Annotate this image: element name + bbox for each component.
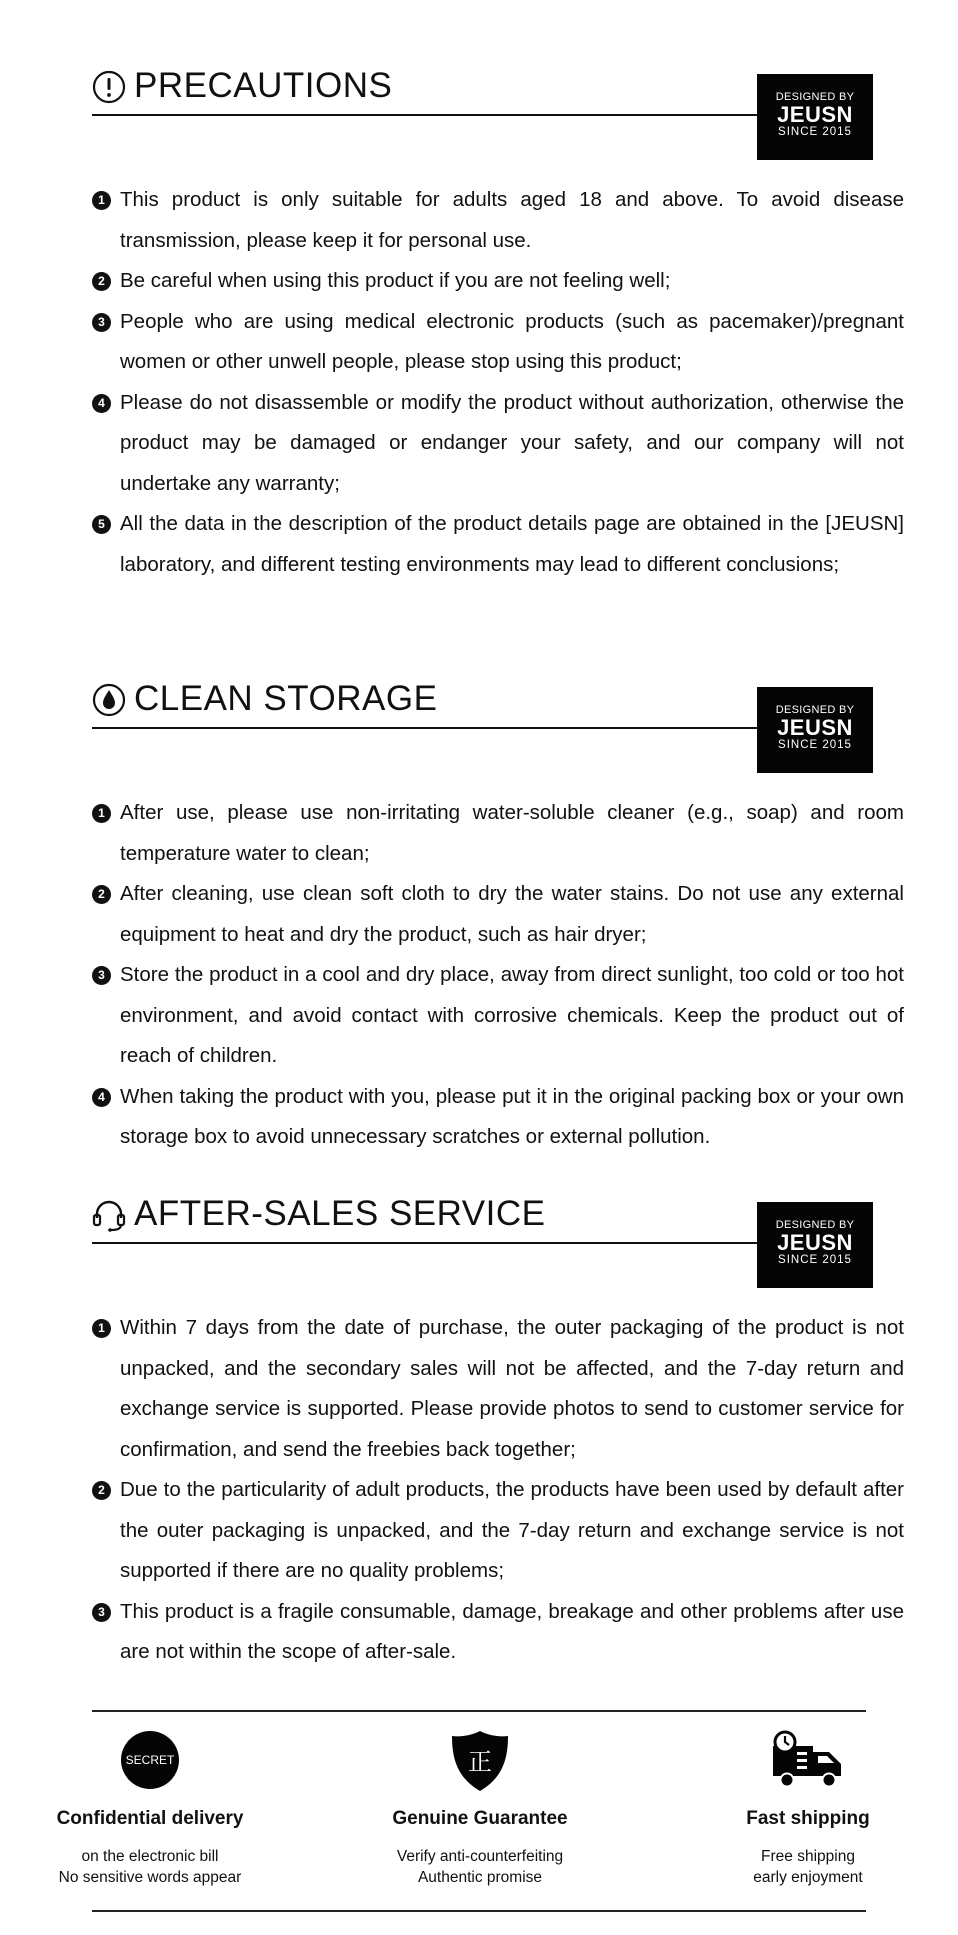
delivery-truck-icon	[771, 1730, 845, 1792]
section-header	[92, 679, 904, 783]
item-text: This product is only suitable for adults aged 18 and above. To avoid disease transmission, please keep it for personal use.	[120, 188, 904, 252]
list-item	[92, 504, 904, 585]
item-text: After use, please use non-irritating water-soluble cleaner (e.g., soap) and room temperature water to clean;	[120, 801, 904, 865]
section-title: PRECAUTIONS	[134, 66, 393, 105]
item-text: Be careful when using this product if you are not feeling well;	[120, 269, 671, 292]
section-header	[92, 1194, 904, 1298]
list-item	[92, 1308, 904, 1470]
feature-line2: Authentic promise	[417, 1869, 543, 1886]
number-badge: 3	[92, 313, 111, 332]
number-badge: 4	[92, 394, 111, 413]
section-divider	[92, 114, 757, 116]
item-text: Store the product in a cool and dry place, away from direct sunlight, too cold or too hot environment, and avoid contact with corrosive chemicals. Keep the product out of reach of children.	[120, 963, 904, 1067]
number-badge: 4	[92, 1088, 111, 1107]
badge-line1: DESIGNED BY	[775, 91, 855, 103]
list-item	[92, 874, 904, 955]
list-item	[92, 1077, 904, 1158]
list-item	[92, 302, 904, 383]
item-text: Please do not disassemble or modify the product without authorization, otherwise the product may be damaged or endanger your safety, and our company will not undertake any warranty;	[120, 390, 904, 495]
section-divider	[92, 727, 757, 729]
footer-top-divider	[92, 1710, 866, 1712]
list-item	[92, 1592, 904, 1673]
list-item	[92, 955, 904, 1077]
number-badge: 3	[92, 1603, 111, 1622]
item-text: After cleaning, use clean soft cloth to dry the water stains. Do not use any external equipment to heat and dry the product, such as hair dryer;	[120, 882, 904, 946]
feature-title: Confidential delivery	[56, 1808, 244, 1829]
feature-title: Fast shipping	[746, 1808, 870, 1829]
number-badge: 1	[92, 804, 111, 823]
section-precautions	[92, 66, 904, 585]
headset-icon	[92, 1198, 126, 1232]
feature-line1: on the electronic bill	[81, 1848, 219, 1865]
secret-icon-text: SECRET	[125, 1753, 175, 1767]
badge-line3: SINCE 2015	[778, 739, 852, 751]
feature-line1: Free shipping	[761, 1848, 855, 1865]
number-badge: 2	[92, 885, 111, 904]
feature-confidential-delivery	[10, 1730, 290, 1900]
water-drop-icon	[92, 683, 126, 717]
section-title: CLEAN STORAGE	[134, 679, 438, 718]
number-badge: 5	[92, 515, 111, 534]
section-after-sales	[92, 1194, 904, 1673]
list-item	[92, 261, 904, 302]
feature-line1: Verify anti-counterfeiting	[396, 1848, 564, 1865]
badge-line3: SINCE 2015	[778, 126, 852, 138]
list-item	[92, 180, 904, 261]
feature-title: Genuine Guarantee	[392, 1808, 568, 1829]
item-text: Within 7 days from the date of purchase, the outer packaging of the product is not unpacked, and the secondary sales will not be affected, and the 7-day return and exchange service is supported. Please provide photos to send to customer service for confirmation, and send the freebies back together;	[120, 1316, 904, 1461]
badge-line3: SINCE 2015	[778, 1254, 852, 1266]
number-badge: 2	[92, 1481, 111, 1500]
item-text: People who are using medical electronic products (such as pacemaker)/pregnant women or other unwell people, please stop using this product;	[120, 309, 904, 373]
number-badge: 3	[92, 966, 111, 985]
clean-storage-list	[92, 793, 904, 1158]
item-text: When taking the product with you, please put it in the original packing box or your own storage box to avoid unnecessary scratches or external pollution.	[120, 1084, 904, 1148]
badge-brand: JEUSN	[777, 1230, 853, 1255]
section-divider	[92, 1242, 757, 1244]
number-badge: 1	[92, 1319, 111, 1338]
feature-genuine-guarantee	[340, 1730, 620, 1900]
number-badge: 1	[92, 191, 111, 210]
badge-line1: DESIGNED BY	[775, 704, 855, 716]
after-sales-list	[92, 1308, 904, 1673]
list-item	[92, 1470, 904, 1592]
badge-brand: JEUSN	[777, 715, 853, 740]
list-item	[92, 793, 904, 874]
item-text: This product is a fragile consumable, damage, breakage and other problems after use are not within the scope of after-sale.	[120, 1599, 904, 1663]
brand-badge	[757, 687, 873, 773]
list-item	[92, 383, 904, 505]
exclamation-circle-icon	[92, 70, 126, 104]
brand-badge	[757, 74, 873, 160]
section-header	[92, 66, 904, 170]
genuine-icon-text: 正	[468, 1748, 492, 1776]
feature-line2: early enjoyment	[753, 1869, 863, 1886]
feature-line2: No sensitive words appear	[58, 1869, 242, 1886]
section-clean-storage	[92, 679, 904, 1158]
precautions-list	[92, 180, 904, 585]
badge-brand: JEUSN	[777, 102, 853, 127]
number-badge: 2	[92, 272, 111, 291]
feature-fast-shipping	[668, 1730, 948, 1900]
item-text: All the data in the description of the product details page are obtained in the [JEUSN] laboratory, and different testing environments may lead to different conclusions;	[120, 512, 904, 576]
brand-badge	[757, 1202, 873, 1288]
footer-bottom-divider	[92, 1910, 866, 1912]
item-text: Due to the particularity of adult products, the products have been used by default after the outer packaging is unpacked, and the 7-day return and exchange service is not supported if there are no quality problems;	[120, 1478, 904, 1582]
shield-genuine-icon	[450, 1730, 510, 1792]
badge-line1: DESIGNED BY	[775, 1219, 855, 1231]
secret-badge-icon	[120, 1730, 180, 1790]
section-title: AFTER-SALES SERVICE	[134, 1194, 546, 1233]
